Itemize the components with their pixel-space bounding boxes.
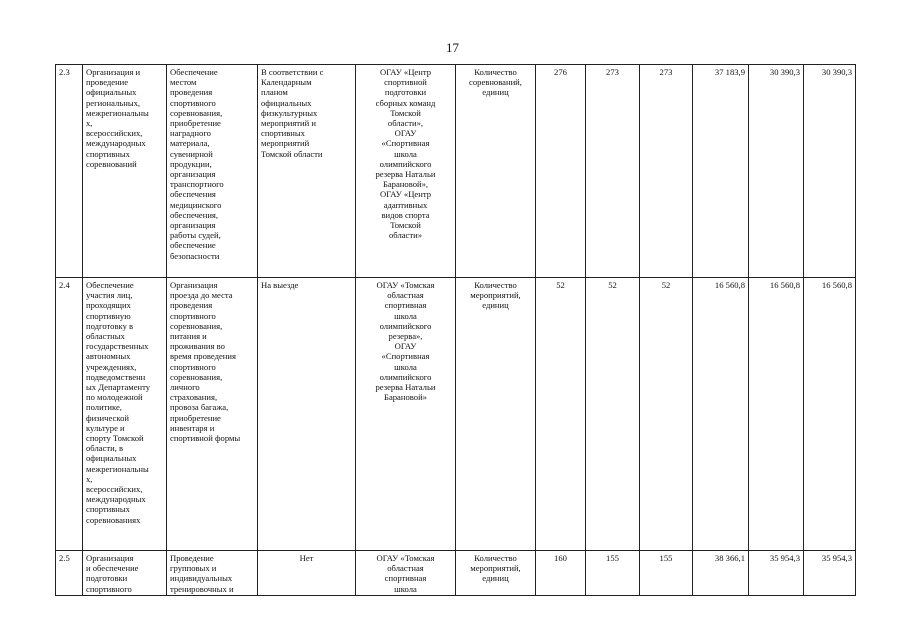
funding-value-2: 30 390,3: [769, 67, 800, 77]
funding-value-2: 35 954,3: [769, 553, 800, 563]
indicator-value-1: 52: [556, 280, 565, 290]
event-conditions: На выезде: [261, 280, 299, 290]
event-executor: ОГАУ «Томская областная спортивная школа: [376, 553, 435, 594]
indicator-value-2: 52: [608, 280, 617, 290]
page-number: 17: [446, 40, 459, 55]
event-indicator: Количество мероприятий, единиц: [470, 280, 521, 311]
funding-value-1: 38 366,1: [714, 553, 745, 563]
table-row: [56, 551, 856, 596]
event-indicator: Количество мероприятий, единиц: [470, 553, 521, 584]
event-description: Организация проезда до места проведения спортивного соревнования, питания и проживания во время проведения спортивного соревнования, личного страхования, провоза багажа, приобретение инвентаря и спортивной формы: [170, 280, 241, 444]
table-row: [56, 65, 856, 278]
row-number: 2.4: [59, 280, 70, 290]
indicator-value-3: 52: [661, 280, 671, 290]
event-name: Обеспечение участия лиц, проходящих спортивную подготовку в областных государственных автономных учреждениях, подведомственн ых Департаменту по молодежной политике, физической культуре и спорту Томской области, в официальных межрегиональны х, всероссийских, международных спортивных соревнованиях: [86, 280, 151, 525]
funding-value-3: 30 390,3: [821, 67, 852, 77]
funding-value-2: 16 560,8: [769, 280, 800, 290]
indicator-value-2: 155: [606, 553, 619, 563]
event-description: Обеспечение местом проведения спортивного соревнования, приобретение наградного материала, сувенирной продукции, организация транспортного обеспечения медицинского обеспечения, организация работы судей, обеспечение безопасности: [170, 67, 224, 261]
event-name: Организация и проведение официальных региональных, межрегиональны х, всероссийских, международных спортивных соревнований: [86, 67, 149, 169]
indicator-value-3: 155: [659, 553, 673, 563]
funding-value-1: 37 183,9: [714, 67, 745, 77]
event-conditions: Нет: [299, 553, 314, 563]
indicator-value-3: 273: [659, 67, 673, 77]
event-conditions: В соответствии с Календарным планом официальных физкультурных мероприятий и спортивных мероприятий Томской области: [261, 67, 324, 159]
indicator-value-2: 273: [606, 67, 619, 77]
event-indicator: Количество соревнований, единиц: [469, 67, 522, 98]
activities-table: [55, 64, 856, 596]
event-description: Проведение групповых и индивидуальных тренировочных и: [170, 553, 234, 594]
event-executor: ОГАУ «Центр спортивной подготовки сборных команд Томской области», ОГАУ «Спортивная школа олимпийского резерва Натальи Барановой», ОГАУ «Центр адаптивных видов спорта Томской области»: [375, 67, 436, 241]
funding-value-3: 16 560,8: [821, 280, 852, 290]
event-name: Организация и обеспечение подготовки спортивного: [86, 553, 139, 594]
event-executor: ОГАУ «Томская областная спортивная школа олимпийского резерва», ОГАУ «Спортивная школа олимпийского резерва Натальи Барановой»: [375, 280, 436, 403]
row-number: 2.5: [59, 553, 70, 563]
row-number: 2.3: [59, 67, 70, 77]
indicator-value-1: 276: [554, 67, 567, 77]
table-row: [56, 278, 856, 551]
funding-value-3: 35 954,3: [821, 553, 852, 563]
indicator-value-1: 160: [554, 553, 567, 563]
funding-value-1: 16 560,8: [714, 280, 745, 290]
